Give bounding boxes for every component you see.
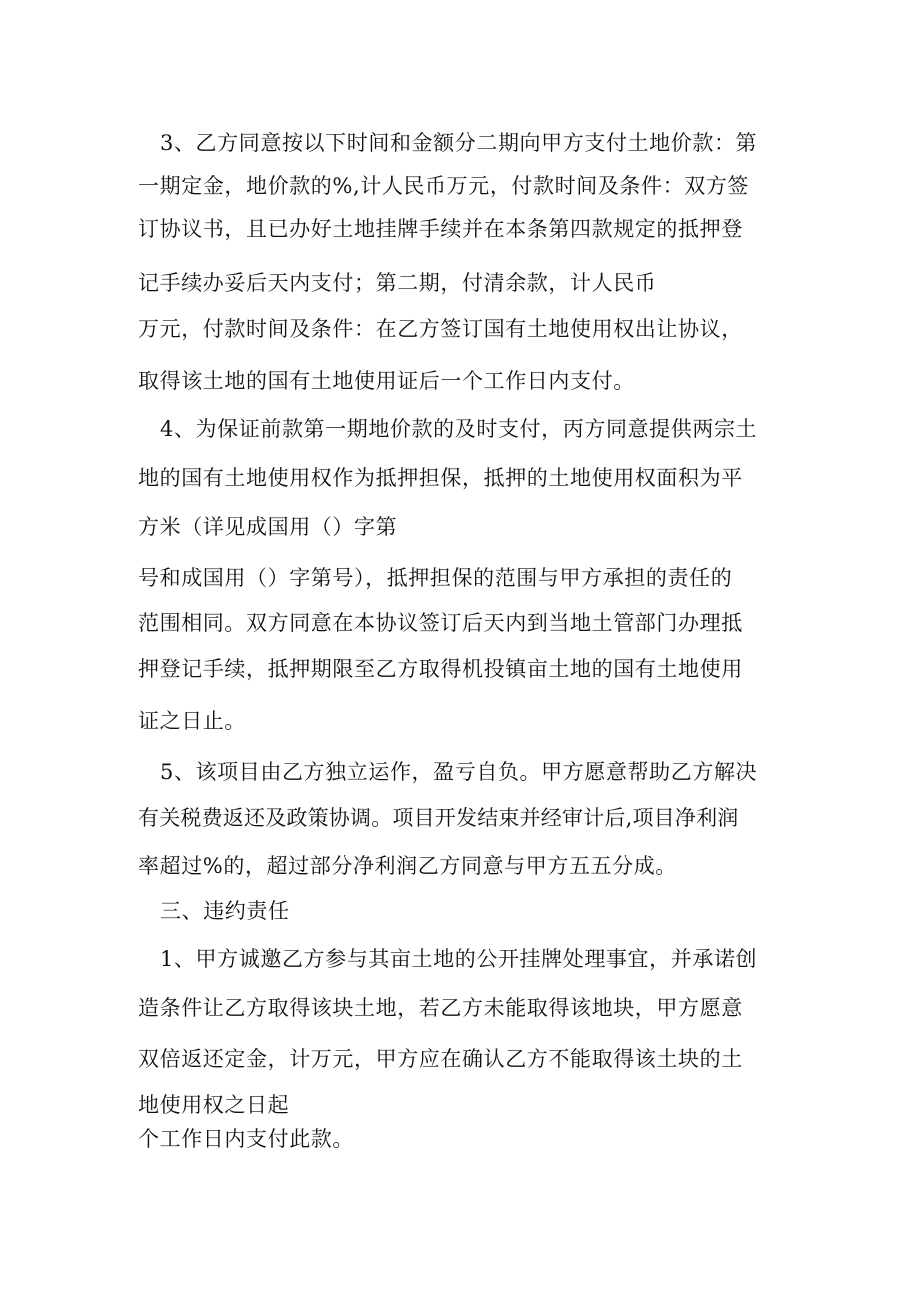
paragraph-4-line-3: 方米（详见成国用（）字第 bbox=[138, 515, 398, 539]
paragraph-5-line-3: 率超过%的，超过部分净利润乙方同意与甲方五五分成。 bbox=[138, 854, 677, 878]
paragraph-4-line-4: 号和成国用（）字第号），抵押担保的范围与甲方承担的责任的 bbox=[138, 566, 733, 590]
paragraph-3-line-3: 订协议书，且已办好土地挂牌手续并在本条第四款规定的抵押登 bbox=[138, 217, 743, 241]
paragraph-3-line-6: 取得该土地的国有土地使用证后一个工作日内支付。 bbox=[138, 369, 635, 393]
paragraph-5-line-2: 有关税费返还及政策协调。项目开发结束并经审计后,项目净利润 bbox=[138, 806, 739, 830]
paragraph-3-line-4: 记手续办妥后天内支付；第二期，付清余款，计人民币 bbox=[138, 271, 657, 295]
paragraph-3-line-5: 万元，付款时间及条件：在乙方签订国有土地使用权出让协议， bbox=[138, 317, 743, 341]
paragraph-4-line-7: 证之日止。 bbox=[138, 709, 246, 733]
paragraph-3-line-2: 一期定金，地价款的%,计人民币万元，付款时间及条件：双方签 bbox=[138, 174, 750, 198]
breach-clause-1-line-3: 双倍返还定金，计万元，甲方应在确认乙方不能取得该土块的土 bbox=[138, 1047, 743, 1071]
paragraph-4-line-2: 地的国有土地使用权作为抵押担保，抵押的土地使用权面积为平 bbox=[138, 466, 743, 490]
paragraph-4-line-1: 4、为保证前款第一期地价款的及时支付，丙方同意提供两宗土 bbox=[160, 417, 758, 441]
breach-clause-1-line-5: 个工作日内支付此款。 bbox=[138, 1127, 354, 1151]
breach-clause-1-line-1: 1、甲方诚邀乙方参与其亩土地的公开挂牌处理事宜，并承诺创 bbox=[160, 947, 758, 971]
breach-clause-1-line-2: 造条件让乙方取得该块土地，若乙方未能取得该地块，甲方愿意 bbox=[138, 996, 743, 1020]
paragraph-5-line-1: 5、该项目由乙方独立运作，盈亏自负。甲方愿意帮助乙方解决 bbox=[160, 760, 758, 784]
paragraph-3-line-1: 3、乙方同意按以下时间和金额分二期向甲方支付土地价款：第 bbox=[160, 131, 758, 155]
breach-clause-1-line-4: 地使用权之日起 bbox=[138, 1093, 290, 1117]
paragraph-4-line-6: 押登记手续，抵押期限至乙方取得机投镇亩土地的国有土地使用 bbox=[138, 657, 743, 681]
section-heading-breach-liability: 三、违约责任 bbox=[160, 899, 290, 923]
paragraph-4-line-5: 范围相同。双方同意在本协议签订后天内到当地土管部门办理抵 bbox=[138, 611, 743, 635]
